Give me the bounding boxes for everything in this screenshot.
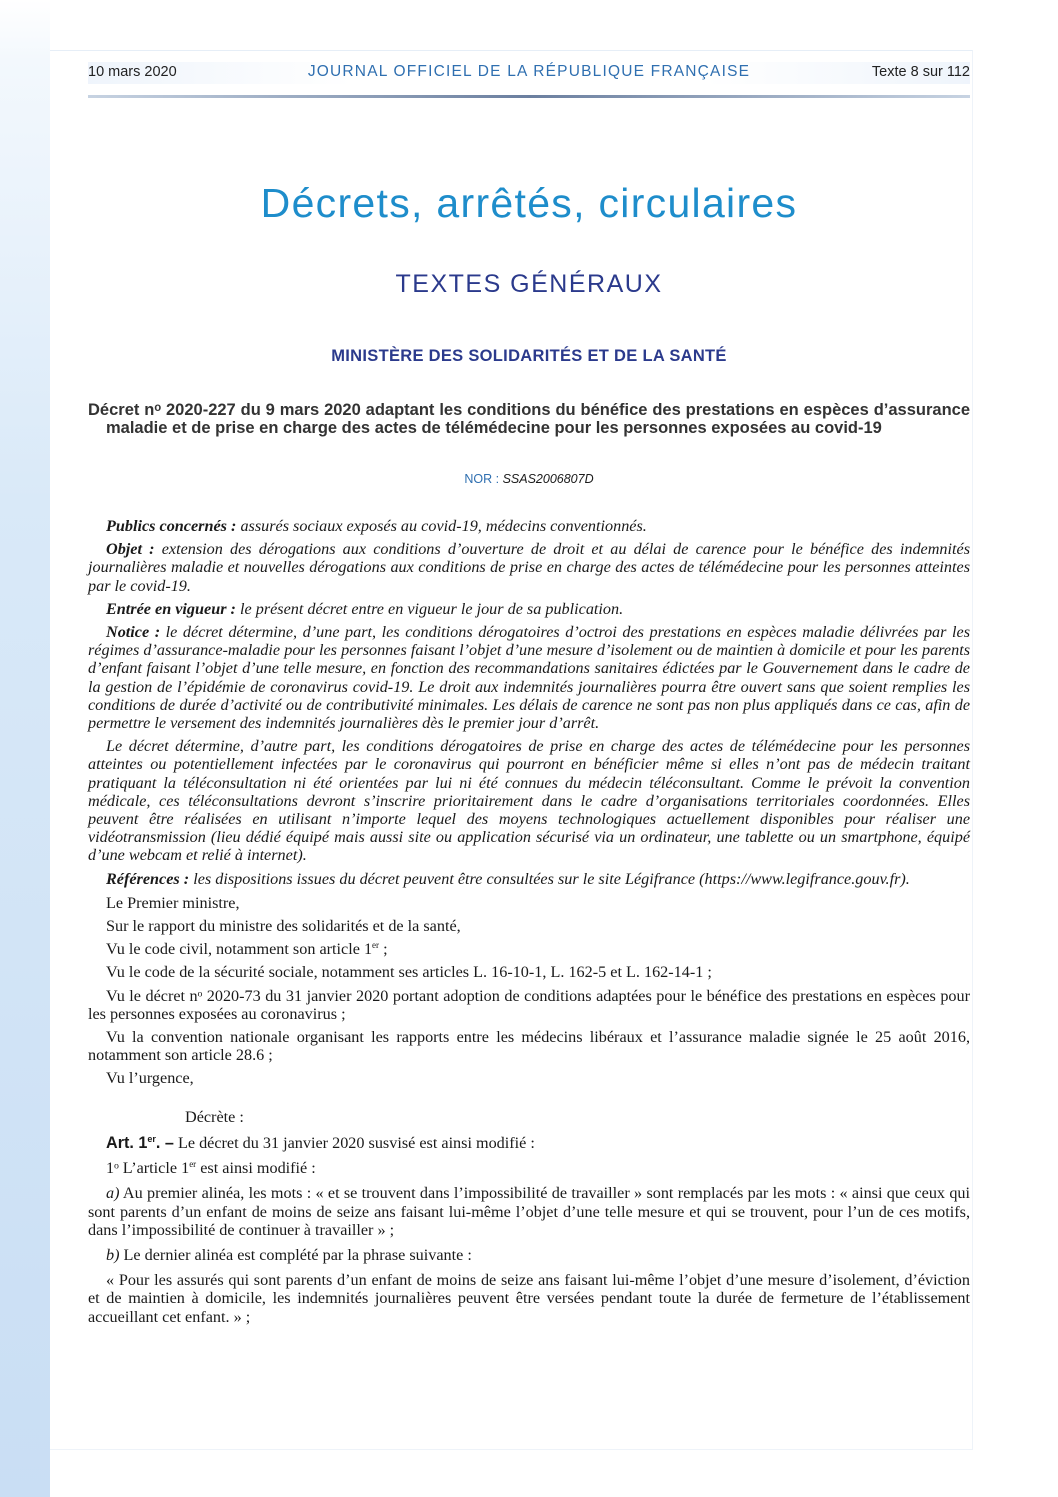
- visa-decret-2020-73: Vu le décret nᵒ 2020-73 du 31 janvier 2020 portant adoption de conditions adaptées pour le bénéfice des prestations en espèces pour les personnes exposées au coronavirus ;: [88, 986, 970, 1023]
- nor-label: NOR :: [464, 472, 503, 486]
- visa-code-civil: Vu le code civil, notamment son article 1er ;: [106, 940, 388, 959]
- decree-title: [88, 401, 970, 437]
- article-1-quote: « Pour les assurés qui sont parents d’un enfant de moins de seize ans faisant lui-même l’objet d’une mesure d’isolement, d’éviction et de maintien à domicile, les indemnités journalières peuvent être versées pendant toute la durée de fermeture de l’établissement accueillant cet enfant. » ;: [88, 1271, 970, 1326]
- summary-entree: Entrée en vigueur : le présent décret entre en vigueur le jour de sa publication.: [106, 599, 624, 618]
- header-divider: [88, 95, 970, 98]
- nor-reference: [0, 472, 1058, 486]
- summary-objet: Objet : extension des dérogations aux conditions d’ouverture de droit et au délai de carence pour le bénéfice des indemnités journalières maladie et nouvelles dérogations aux conditions de prise en charge des actes de télémédecine pour les personnes atteintes par le covid-19.: [88, 540, 970, 595]
- article-1-heading: Art. 1er. – Le décret du 31 janvier 2020 susvisé est ainsi modifié :: [106, 1133, 535, 1152]
- header-page-number: Texte 8 sur 112: [871, 64, 970, 80]
- summary-publics: Publics concernés : assurés sociaux exposés au covid-19, médecins conventionnés.: [106, 517, 647, 535]
- visa-urgence: Vu l’urgence,: [106, 1069, 194, 1088]
- document-body: [88, 517, 970, 1331]
- summary-references: Références : les dispositions issues du décret peuvent être consultées sur le site Légifrance (https://www.legifrance.gouv.fr).: [106, 869, 910, 888]
- ministry-heading: MINISTÈRE DES SOLIDARITÉS ET DE LA SANTÉ: [331, 347, 727, 365]
- decree-title-rest: d’assurance maladie et de prise en charge des actes de télémédecine pour les personnes exposées au covid-19: [106, 401, 971, 437]
- article-1-item-a: a) Au premier alinéa, les mots : « et se trouvent dans l’impossibilité de travailler » sont remplacés par les mots : « ainsi que ceux qui sont parents d’un enfant de moins de seize ans faisant lui-même l’objet d’une telle mesure et qui se trouvent, pour l’un de ces motifs, dans l’impossibilité de continuer à travailler » ;: [88, 1184, 970, 1239]
- decree-title-line1: Décret nᵒ 2020-227 du 9 mars 2020 adaptant les conditions du bénéfice des prestations en espèces: [88, 401, 869, 419]
- summary-notice-2: Le décret détermine, d’autre part, les conditions dérogatoires de prise en charge des actes de télémédecine pour les personnes atteintes ou potentiellement infectées par le coronavirus qui pourront en bénéficier même si elles n’ont pas de médecin traitant pratiquant la téléconsultation ni été orientées par lui ni été connues du médecin téléconsultant. Comme le prévoit la convention médicale, ces téléconsultations devront s’inscrire prioritairement dans le cadre d’organisations territoriales coordonnées. Elles peuvent être réalisées en utilisant n’importe lequel des moyens technologiques actuellement disponibles pour réaliser une vidéotransmission (lieu dédié équipé mais aussi site ou application sécurisé via un ordinateur, une tablette ou un smartphone, équipé d’une webcam et relié à internet).: [88, 737, 970, 865]
- decrete-heading: Décrète :: [185, 1107, 244, 1126]
- visa-premier-ministre: Le Premier ministre,: [106, 893, 240, 912]
- summary-notice: Notice : le décret détermine, d’une part, les conditions dérogatoires d’octroi des prestations en espèces maladie délivrées par les régimes d’assurance-maladie pour les personnes faisant l’objet d’une mesure d’isolement ou de maintien à domicile et pour les parents d’enfant faisant l’objet d’une telle mesure, en fonction des recommandations sanitaires édictées par le Gouvernement dans le cadre de la gestion de l’épidémie de coronavirus covid-19. Le droit aux indemnités journalières pourra être ouvert sans que soient remplies les conditions de durée d’activité ou de contributivité minimales. Les délais de carence ne sont pas non plus appliqués dans ce cas, afin de permettre le versement des indemnités journalières dès le premier jour d’arrêt.: [88, 623, 970, 733]
- header-journal-title: JOURNAL OFFICIEL DE LA RÉPUBLIQUE FRANÇAISE: [307, 63, 751, 80]
- article-1-item-1: 1ᵒ L’article 1er est ainsi modifié :: [106, 1159, 316, 1178]
- visa-rapport: Sur le rapport du ministre des solidarités et de la santé,: [106, 917, 461, 936]
- page-header: [88, 62, 970, 84]
- visa-convention: Vu la convention nationale organisant les rapports entre les médecins libéraux et l’assurance maladie signée le 25 août 2016, notamment son article 28.6 ;: [88, 1028, 970, 1065]
- article-1-item-b: b) Le dernier alinéa est complété par la phrase suivante :: [106, 1245, 472, 1264]
- section-title: TEXTES GÉNÉRAUX: [395, 270, 663, 298]
- main-title: Décrets, arrêtés, circulaires: [260, 180, 798, 226]
- header-date: 10 mars 2020: [88, 64, 177, 80]
- nor-value: SSAS2006807D: [502, 472, 594, 486]
- visa-code-securite-sociale: Vu le code de la sécurité sociale, notamment ses articles L. 16-10-1, L. 162-5 et L. 162-14-1 ;: [106, 963, 712, 982]
